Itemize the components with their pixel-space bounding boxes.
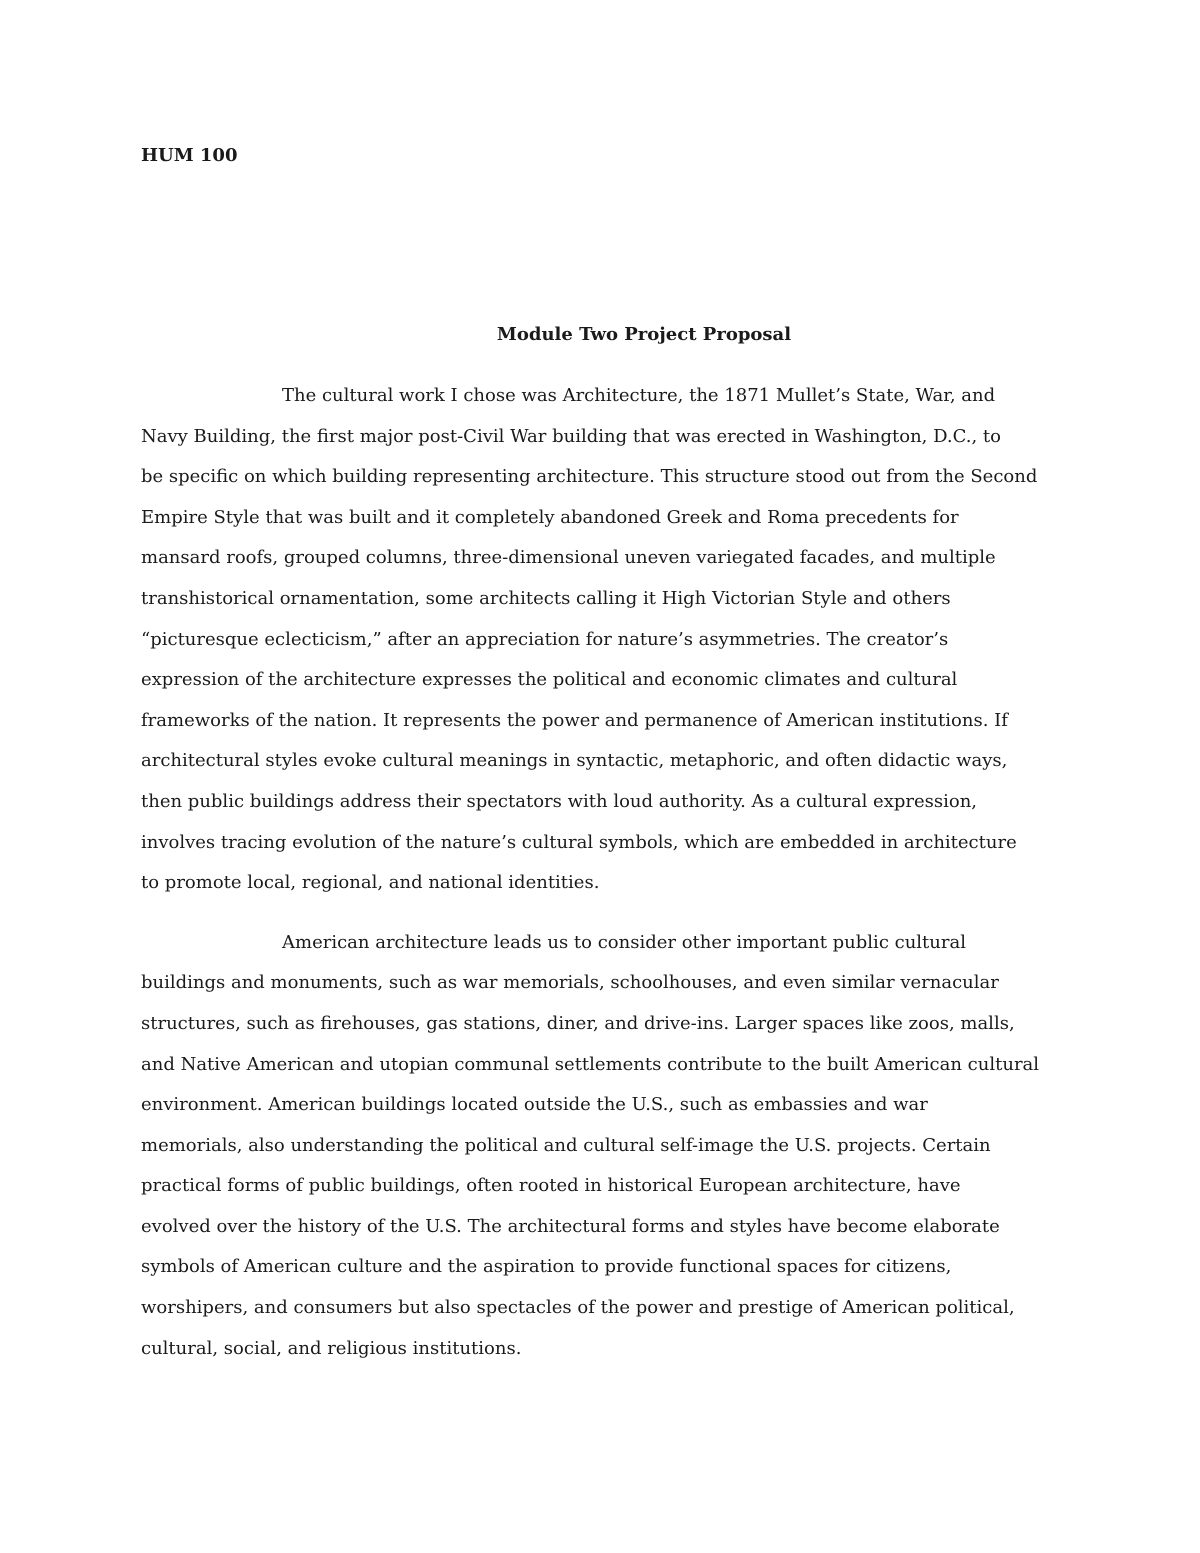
paragraph-line: evolved over the history of the U.S. The architectural forms and styles have become elaborate: [141, 1215, 1000, 1237]
paragraph-line: be specific on which building representing architecture. This structure stood out from the Second: [141, 466, 1038, 488]
paragraph-line: “picturesque eclecticism,” after an appreciation for nature’s asymmetries. The creator’s: [141, 628, 949, 650]
paragraph-line: transhistorical ornamentation, some architects calling it High Victorian Style and others: [141, 587, 951, 609]
course-header: HUM 100: [141, 145, 238, 166]
paragraph-line: structures, such as firehouses, gas stations, diner, and drive-ins. Larger spaces like zoos, malls,: [141, 1012, 1015, 1034]
paragraph-line: frameworks of the nation. It represents the power and permanence of American institutions. If: [141, 709, 1008, 731]
document-body: [141, 376, 1066, 1369]
paragraph-1: [141, 376, 1066, 904]
paragraph-line: The cultural work I chose was Architecture, the 1871 Mullet’s State, War, and: [282, 385, 996, 406]
document-title: Module Two Project Proposal: [496, 324, 792, 345]
paragraph-line: then public buildings address their spectators with loud authority. As a cultural expression,: [141, 790, 978, 812]
paragraph-line: mansard roofs, grouped columns, three-dimensional uneven variegated facades, and multiple: [141, 547, 996, 569]
paragraph-line: symbols of American culture and the aspiration to provide functional spaces for citizens,: [141, 1256, 952, 1278]
paragraph-line: worshipers, and consumers but also spectacles of the power and prestige of American political,: [141, 1297, 1015, 1319]
paragraph-line: environment. American buildings located outside the U.S., such as embassies and war: [141, 1094, 928, 1116]
paragraph-line: Empire Style that was built and it completely abandoned Greek and Roma precedents for: [141, 506, 959, 528]
paragraph-line: cultural, social, and religious institutions.: [141, 1337, 522, 1359]
paragraph-line: architectural styles evoke cultural meanings in syntactic, metaphoric, and often didactic ways,: [141, 750, 1008, 772]
paragraph-line: practical forms of public buildings, often rooted in historical European architecture, have: [141, 1175, 961, 1197]
paragraph-line: memorials, also understanding the political and cultural self-image the U.S. projects. Certain: [141, 1134, 991, 1156]
paragraph-line: and Native American and utopian communal settlements contribute to the built American cultural: [141, 1053, 1040, 1075]
paragraph-2: [141, 923, 1066, 1370]
paragraph-line: American architecture leads us to consider other important public cultural: [282, 931, 966, 953]
paragraph-line: buildings and monuments, such as war memorials, schoolhouses, and even similar vernacular: [141, 972, 999, 994]
paragraph-line: expression of the architecture expresses the political and economic climates and cultural: [141, 669, 958, 691]
paragraph-line: to promote local, regional, and national identities.: [141, 872, 600, 894]
paragraph-line: Navy Building, the first major post-Civil War building that was erected in Washington, D.C., to: [141, 425, 1002, 447]
paragraph-line: involves tracing evolution of the nature’s cultural symbols, which are embedded in architecture: [141, 831, 1017, 853]
